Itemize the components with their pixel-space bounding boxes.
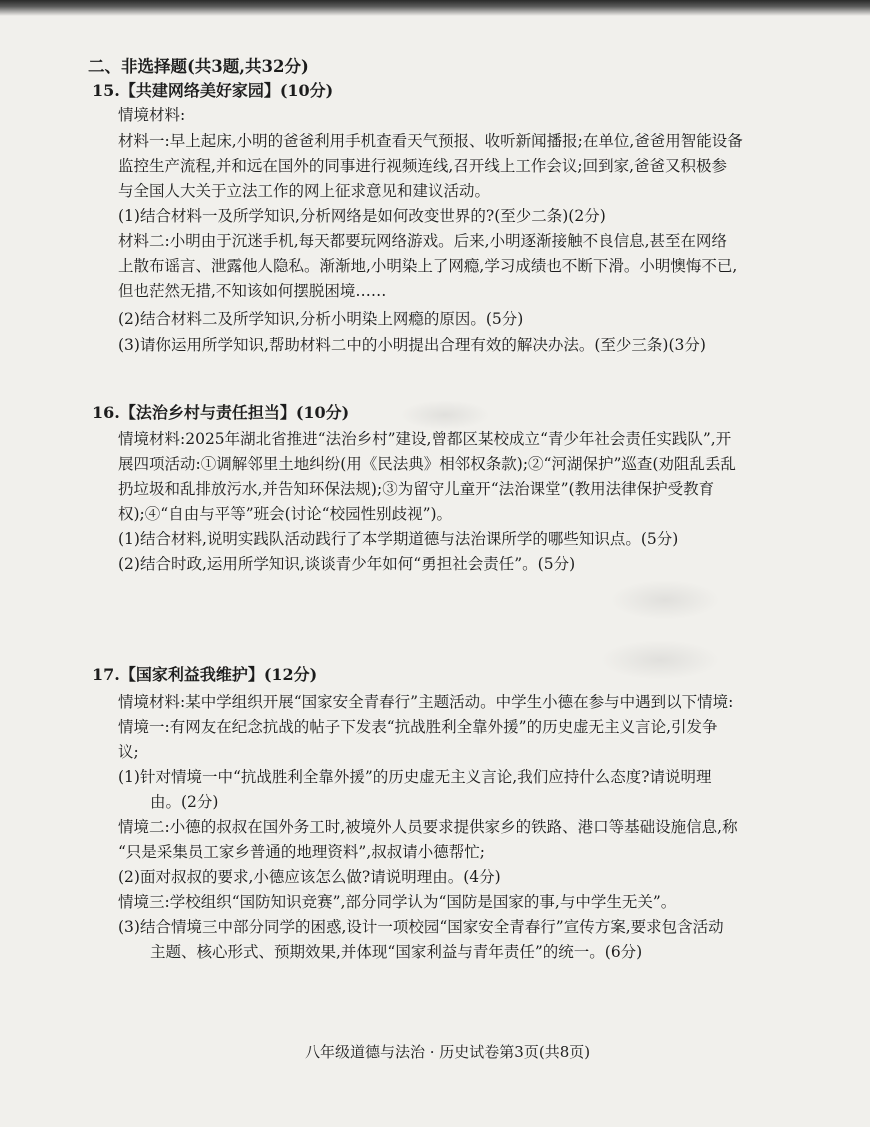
- q16-subquestion-2: (2)结合时政,运用所学知识,谈谈青少年如何“勇担社会责任”。(5分): [118, 555, 576, 573]
- q15-material1-line: 与全国人大关于立法工作的网上征求意见和建议活动。: [118, 182, 491, 200]
- q16-material-line: 情境材料:2025年湖北省推进“法治乡村”建设,曾都区某校成立“青少年社会责任实践队”,开: [118, 430, 732, 448]
- question-16-heading: 16.【法治乡村与责任担当】(10分): [92, 403, 350, 422]
- q16-subquestion-1: (1)结合材料,说明实践队活动践行了本学期道德与法治课所学的哪些知识点。(5分): [118, 530, 679, 548]
- q15-subquestion-2: (2)结合材料二及所学知识,分析小明染上网瘾的原因。(5分): [118, 310, 524, 328]
- q16-material-line: 权);④“自由与平等”班会(讨论“校园性别歧视”)。: [118, 505, 453, 523]
- q17-scene3: 情境三:学校组织“国防知识竞赛”,部分同学认为“国防是国家的事,与中学生无关”。: [118, 893, 677, 911]
- q17-material: 情境材料:某中学组织开展“国家安全青春行”主题活动。中学生小德在参与中遇到以下情境:: [118, 693, 734, 711]
- page-footer: 八年级道德与法治 · 历史试卷第3页(共8页): [305, 1043, 591, 1061]
- q17-subquestion-1: (1)针对情境一中“抗战胜利全靠外援”的历史虚无主义言论,我们应持什么态度?请说明理: [118, 768, 712, 786]
- q15-subquestion-3: (3)请你运用所学知识,帮助材料二中的小明提出合理有效的解决办法。(至少三条)(3分): [118, 336, 706, 354]
- section-title: 二、非选择题(共3题,共32分): [88, 57, 309, 76]
- question-15-heading: 15.【共建网络美好家园】(10分): [92, 81, 334, 100]
- q17-scene1-line: 情境一:有网友在纪念抗战的帖子下发表“抗战胜利全靠外援”的历史虚无主义言论,引发争: [118, 718, 718, 736]
- q15-material1-line: 材料一:早上起床,小明的爸爸利用手机查看天气预报、收听新闻播报;在单位,爸爸用智能设备: [118, 132, 743, 150]
- q17-subquestion-3-cont: 主题、核心形式、预期效果,并体现“国家利益与青年责任”的统一。(6分): [150, 943, 643, 961]
- q15-subquestion-1: (1)结合材料一及所学知识,分析网络是如何改变世界的?(至少二条)(2分): [118, 207, 606, 225]
- q15-material2-line: 上散布谣言、泄露他人隐私。渐渐地,小明染上了网瘾,学习成绩也不断下滑。小明懊悔不已,: [118, 257, 738, 275]
- q15-material2-line: 材料二:小明由于沉迷手机,每天都要玩网络游戏。后来,小明逐渐接触不良信息,甚至在网络: [118, 232, 728, 250]
- q16-material-line: 扔垃圾和乱排放污水,并告知环保法规);③为留守儿童开“法治课堂”(教用法律保护受教育: [118, 480, 715, 498]
- q15-material2-line: 但也茫然无措,不知该如何摆脱困境……: [118, 282, 387, 300]
- q17-subquestion-3: (3)结合情境三中部分同学的困惑,设计一项校园“国家安全青春行”宣传方案,要求包含活动: [118, 918, 724, 936]
- q15-intro: 情境材料:: [118, 106, 186, 124]
- q17-subquestion-2: (2)面对叔叔的要求,小德应该怎么做?请说明理由。(4分): [118, 868, 501, 886]
- q17-scene2-line: “只是采集员工家乡普通的地理资料”,叔叔请小德帮忙;: [118, 843, 485, 861]
- q16-material-line: 展四项活动:①调解邻里土地纠纷(用《民法典》相邻权条款);②“河湖保护”巡查(劝阻乱丢乱: [118, 455, 736, 473]
- question-17-heading: 17.【国家利益我维护】(12分): [92, 665, 318, 684]
- q15-material1-line: 监控生产流程,并和远在国外的同事进行视频连线,召开线上工作会议;回到家,爸爸又积极参: [118, 157, 728, 175]
- q17-scene1-line: 议;: [118, 743, 139, 761]
- q17-scene2-line: 情境二:小德的叔叔在国外务工时,被境外人员要求提供家乡的铁路、港口等基础设施信息,称: [118, 818, 738, 836]
- q17-subquestion-1-cont: 由。(2分): [150, 793, 219, 811]
